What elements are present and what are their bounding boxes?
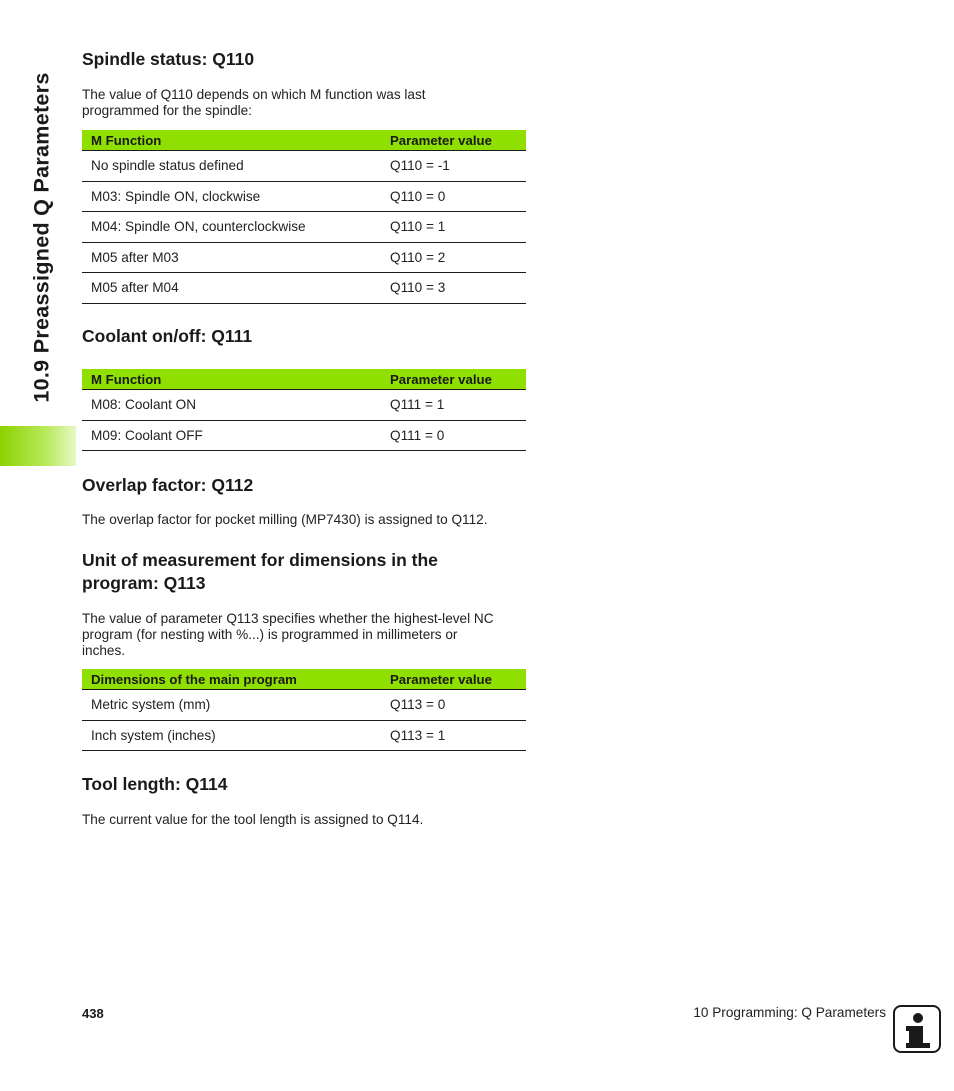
cell-parameter-value: Q113 = 0 xyxy=(381,690,526,721)
page-number: 438 xyxy=(82,1006,104,1021)
cell-parameter-value: Q113 = 1 xyxy=(381,720,526,751)
table-spindle-status xyxy=(82,130,526,304)
cell-dimensions: Metric system (mm) xyxy=(82,690,381,721)
text-tool-length: The current value for the tool length is assigned to Q114. xyxy=(82,812,424,827)
column-header-parameter-value: Parameter value xyxy=(381,369,526,390)
info-icon xyxy=(893,1005,941,1053)
heading-coolant: Coolant on/off: Q111 xyxy=(82,326,253,346)
table-row xyxy=(82,181,526,212)
cell-m-function: M09: Coolant OFF xyxy=(82,420,381,451)
text-unit-line3: inches. xyxy=(82,643,126,658)
text-spindle-status: The value of Q110 depends on which M function was last programmed for the spindle: xyxy=(82,87,426,118)
table-header-row xyxy=(82,669,526,690)
cell-m-function: M03: Spindle ON, clockwise xyxy=(82,181,381,212)
chapter-side-title xyxy=(7,40,77,435)
column-header-m-function: M Function xyxy=(82,369,381,390)
cell-parameter-value: Q110 = 1 xyxy=(381,212,526,243)
heading-unit-of-measurement-line2: program: Q113 xyxy=(82,573,206,593)
text-unit-line1: The value of parameter Q113 specifies whether the highest-level NC xyxy=(82,611,494,626)
cell-parameter-value: Q110 = 0 xyxy=(381,181,526,212)
table-row xyxy=(82,242,526,273)
cell-dimensions: Inch system (inches) xyxy=(82,720,381,751)
cell-parameter-value: Q111 = 1 xyxy=(381,390,526,421)
footer-chapter-title: 10 Programming: Q Parameters xyxy=(693,1005,886,1020)
table-row xyxy=(82,390,526,421)
text-overlap-factor: The overlap factor for pocket milling (MP7430) is assigned to Q112. xyxy=(82,512,488,527)
table-header-row xyxy=(82,130,526,151)
table-row xyxy=(82,720,526,751)
table-coolant xyxy=(82,369,526,451)
cell-m-function: M04: Spindle ON, counterclockwise xyxy=(82,212,381,243)
cell-parameter-value: Q110 = 3 xyxy=(381,273,526,304)
table-row xyxy=(82,151,526,182)
heading-spindle-status: Spindle status: Q110 xyxy=(82,49,255,69)
chapter-side-title-text: 10.9 Preassigned Q Parameters xyxy=(29,72,54,403)
cell-m-function: M05 after M03 xyxy=(82,242,381,273)
column-header-parameter-value: Parameter value xyxy=(381,130,526,151)
text-unit-line2: program (for nesting with %...) is programmed in millimeters or xyxy=(82,627,458,642)
cell-m-function: M08: Coolant ON xyxy=(82,390,381,421)
table-unit-of-measurement xyxy=(82,669,526,751)
cell-parameter-value: Q110 = 2 xyxy=(381,242,526,273)
chapter-tab-marker xyxy=(0,426,76,466)
cell-parameter-value: Q111 = 0 xyxy=(381,420,526,451)
heading-tool-length: Tool length: Q114 xyxy=(82,774,228,794)
table-row xyxy=(82,420,526,451)
cell-parameter-value: Q110 = -1 xyxy=(381,151,526,182)
table-header-row xyxy=(82,369,526,390)
cell-m-function: No spindle status defined xyxy=(82,151,381,182)
cell-m-function: M05 after M04 xyxy=(82,273,381,304)
heading-unit-of-measurement-line1: Unit of measurement for dimensions in the xyxy=(82,550,438,570)
column-header-parameter-value: Parameter value xyxy=(381,669,526,690)
table-row xyxy=(82,273,526,304)
column-header-dimensions: Dimensions of the main program xyxy=(82,669,381,690)
table-row xyxy=(82,212,526,243)
heading-overlap-factor: Overlap factor: Q112 xyxy=(82,475,254,495)
table-row xyxy=(82,690,526,721)
column-header-m-function: M Function xyxy=(82,130,381,151)
